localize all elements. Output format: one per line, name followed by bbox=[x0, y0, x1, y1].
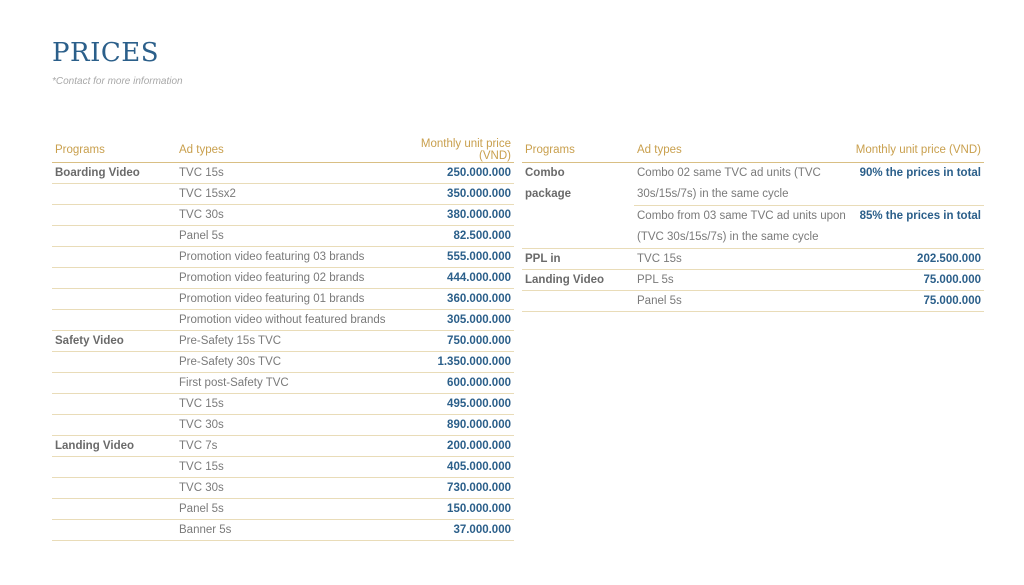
program-cell bbox=[52, 457, 176, 478]
price-cell: 600.000.000 bbox=[388, 373, 514, 394]
program-cell bbox=[522, 291, 634, 312]
ad-type-cell: Panel 5s bbox=[634, 291, 850, 312]
price-cell: 75.000.000 bbox=[850, 270, 984, 291]
ad-type-cell: TVC 30s bbox=[176, 205, 388, 226]
program-cell bbox=[52, 499, 176, 520]
program-cell bbox=[52, 415, 176, 436]
program-cell: Safety Video bbox=[52, 331, 176, 352]
header-ad-types: Ad types bbox=[634, 137, 850, 163]
program-cell bbox=[52, 373, 176, 394]
page-title: PRICES bbox=[52, 38, 160, 68]
ad-type-cell: Banner 5s bbox=[176, 520, 388, 541]
price-cell: 305.000.000 bbox=[388, 310, 514, 331]
price-cell: 250.000.000 bbox=[388, 163, 514, 184]
program-cell: Landing Video bbox=[522, 270, 634, 291]
ad-type-cell: Pre-Safety 15s TVC bbox=[176, 331, 388, 352]
header-monthly-price: Monthly unit price (VND) bbox=[388, 137, 514, 163]
program-cell: PPL in bbox=[522, 249, 634, 270]
program-cell: Landing Video bbox=[52, 436, 176, 457]
table-row bbox=[52, 499, 514, 520]
ad-type-cell: Pre-Safety 30s TVC bbox=[176, 352, 388, 373]
price-cell: 730.000.000 bbox=[388, 478, 514, 499]
ad-type-cell: PPL 5s bbox=[634, 270, 850, 291]
program-cell bbox=[52, 310, 176, 331]
table-row bbox=[52, 310, 514, 331]
ad-type-cell: First post-Safety TVC bbox=[176, 373, 388, 394]
table-row bbox=[52, 268, 514, 289]
table-row bbox=[522, 291, 984, 312]
price-cell: 360.000.000 bbox=[388, 289, 514, 310]
ad-type-cell: TVC 30s bbox=[176, 415, 388, 436]
combo-program-empty bbox=[522, 206, 634, 249]
program-cell bbox=[52, 352, 176, 373]
combo-program-line2: package bbox=[525, 188, 572, 200]
table-row bbox=[52, 331, 514, 352]
table-row bbox=[52, 205, 514, 226]
price-cell: 1.350.000.000 bbox=[388, 352, 514, 373]
program-cell bbox=[52, 184, 176, 205]
table-row bbox=[52, 352, 514, 373]
price-cell: 555.000.000 bbox=[388, 247, 514, 268]
ad-type-cell: TVC 15sx2 bbox=[176, 184, 388, 205]
program-cell bbox=[52, 289, 176, 310]
combo-price-2: 85% the prices in total bbox=[850, 206, 984, 249]
header-ad-types: Ad types bbox=[176, 137, 388, 163]
table-row bbox=[522, 163, 984, 206]
ad-type-cell: TVC 15s bbox=[176, 457, 388, 478]
header-programs: Programs bbox=[52, 137, 176, 163]
program-cell bbox=[52, 520, 176, 541]
table-row bbox=[52, 247, 514, 268]
table-row bbox=[52, 163, 514, 184]
program-cell bbox=[52, 226, 176, 247]
price-cell: 350.000.000 bbox=[388, 184, 514, 205]
table-row bbox=[52, 394, 514, 415]
ad-type-cell: Promotion video featuring 01 brands bbox=[176, 289, 388, 310]
price-cell: 495.000.000 bbox=[388, 394, 514, 415]
table-row bbox=[52, 289, 514, 310]
combo-price-1: 90% the prices in total bbox=[850, 163, 984, 206]
ad-type-cell: Promotion video featuring 02 brands bbox=[176, 268, 388, 289]
table-row bbox=[52, 520, 514, 541]
table-row bbox=[52, 457, 514, 478]
table-header-row bbox=[522, 137, 984, 163]
ad-type-cell: TVC 30s bbox=[176, 478, 388, 499]
table-row bbox=[522, 206, 984, 249]
ad-type-cell: Promotion video featuring 03 brands bbox=[176, 247, 388, 268]
combo-ad-type-2: Combo from 03 same TVC ad units upon (TVC 30s/15s/7s) in the same cycle bbox=[634, 206, 850, 249]
price-cell: 200.000.000 bbox=[388, 436, 514, 457]
price-cell: 890.000.000 bbox=[388, 415, 514, 436]
price-cell: 405.000.000 bbox=[388, 457, 514, 478]
price-cell: 37.000.000 bbox=[388, 520, 514, 541]
program-cell: Boarding Video bbox=[52, 163, 176, 184]
program-cell bbox=[52, 478, 176, 499]
left-price-table bbox=[52, 137, 514, 541]
table-row bbox=[52, 415, 514, 436]
price-cell: 202.500.000 bbox=[850, 249, 984, 270]
page-subtitle: *Contact for more information bbox=[52, 76, 183, 87]
table-row bbox=[522, 270, 984, 291]
program-cell bbox=[52, 268, 176, 289]
header-monthly-price: Monthly unit price (VND) bbox=[850, 137, 984, 163]
price-cell: 150.000.000 bbox=[388, 499, 514, 520]
table-row bbox=[52, 184, 514, 205]
table-row bbox=[52, 478, 514, 499]
combo-program-cell bbox=[522, 163, 634, 206]
ad-type-cell: Promotion video without featured brands bbox=[176, 310, 388, 331]
program-cell bbox=[52, 205, 176, 226]
combo-ad-type-1: Combo 02 same TVC ad units (TVC 30s/15s/7s) in the same cycle bbox=[634, 163, 850, 206]
ad-type-cell: TVC 7s bbox=[176, 436, 388, 457]
table-row bbox=[522, 249, 984, 270]
table-row bbox=[52, 436, 514, 457]
ad-type-cell: TVC 15s bbox=[176, 163, 388, 184]
program-cell bbox=[52, 247, 176, 268]
price-cell: 444.000.000 bbox=[388, 268, 514, 289]
price-cell: 380.000.000 bbox=[388, 205, 514, 226]
ad-type-cell: TVC 15s bbox=[176, 394, 388, 415]
table-row bbox=[52, 226, 514, 247]
table-row bbox=[52, 373, 514, 394]
ad-type-cell: Panel 5s bbox=[176, 226, 388, 247]
price-cell: 82.500.000 bbox=[388, 226, 514, 247]
right-price-table bbox=[522, 137, 984, 312]
right-table-body bbox=[522, 163, 984, 312]
price-cell: 750.000.000 bbox=[388, 331, 514, 352]
program-cell bbox=[52, 394, 176, 415]
left-table-body bbox=[52, 163, 514, 541]
table-header-row bbox=[52, 137, 514, 163]
header-programs: Programs bbox=[522, 137, 634, 163]
combo-program-line1: Combo bbox=[525, 167, 565, 179]
ad-type-cell: Panel 5s bbox=[176, 499, 388, 520]
ad-type-cell: TVC 15s bbox=[634, 249, 850, 270]
price-cell: 75.000.000 bbox=[850, 291, 984, 312]
